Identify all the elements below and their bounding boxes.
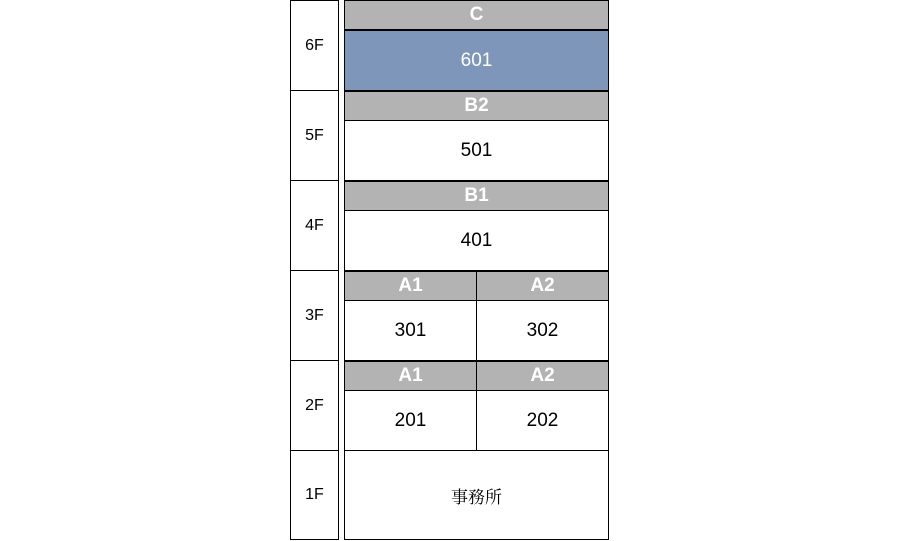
type-header-a2-2f: A2	[476, 361, 609, 391]
floor-label-2f: 2F	[291, 361, 338, 451]
room-301: 301	[344, 300, 477, 361]
floor-label-3f: 3F	[291, 271, 338, 361]
room-302: 302	[476, 300, 609, 361]
floor-label-1f: 1F	[305, 486, 324, 503]
floor-label-4f: 4F	[291, 181, 338, 271]
type-header-b1: B1	[344, 181, 609, 211]
floor-label-6f: 6F	[291, 1, 338, 91]
room-401: 401	[344, 210, 609, 271]
room-501: 501	[344, 120, 609, 181]
type-header-a1-2f: A1	[344, 361, 477, 391]
type-header-a1-3f: A1	[344, 271, 477, 301]
type-header-b2: B2	[344, 91, 609, 121]
floor-label-column	[290, 0, 339, 540]
type-header-a2-3f: A2	[476, 271, 609, 301]
units-column	[344, 0, 609, 541]
room-202: 202	[476, 390, 609, 451]
room-601: 601	[344, 30, 609, 91]
type-header-c: C	[344, 0, 609, 30]
room-201: 201	[344, 390, 477, 451]
floor-label-5f: 5F	[291, 91, 338, 181]
office-1f: 事務所	[344, 450, 609, 540]
